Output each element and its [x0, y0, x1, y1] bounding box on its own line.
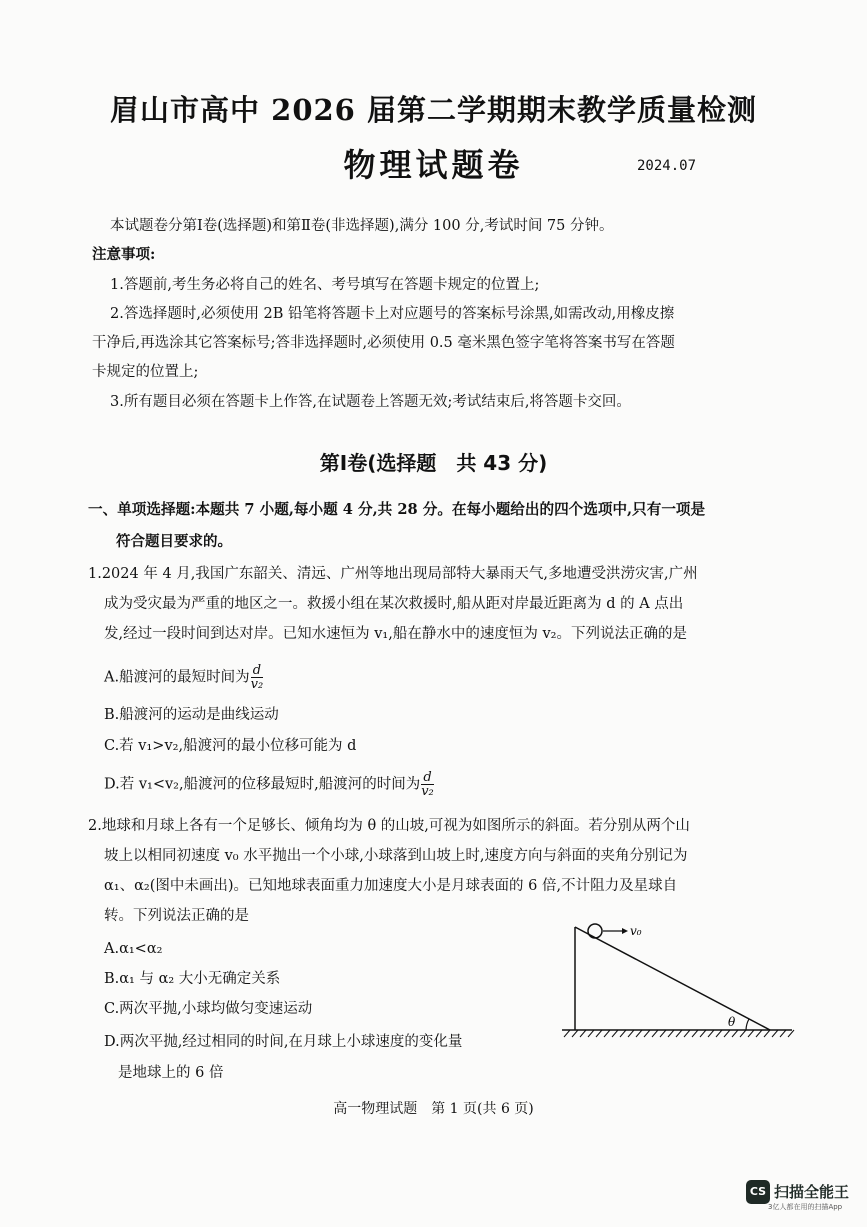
q2-option-c: C.两次平抛,小球均做匀变速运动 — [104, 1001, 313, 1017]
ground-hatch — [564, 1030, 794, 1037]
notice-item: 干净后,再选涂其它答案标号;答非选择题时,必须使用 0.5 毫米黑色签字笔将答案书写在答题 — [92, 335, 675, 351]
q2-option-b: B.α₁ 与 α₂ 大小无确定关系 — [104, 971, 281, 987]
q2-option-a: A.α₁<α₂ — [104, 941, 163, 957]
exam-date: 2024.07 — [637, 158, 697, 174]
q2-stem: 2.地球和月球上各有一个足够长、倾角均为 θ 的山坡,可视为如图所示的斜面。若分别从两个山 — [88, 818, 690, 834]
notice-item: 1.答题前,考生务必将自己的姓名、考号填写在答题卡规定的位置上; — [110, 277, 540, 293]
scanner-logo-icon: CS — [746, 1180, 770, 1204]
q2-option-d: D.两次平抛,经过相同的时间,在月球上小球速度的变化量 — [104, 1034, 463, 1050]
v0-label: v₀ — [630, 924, 642, 938]
page-footer: 高一物理试题 第 1 页(共 6 页) — [333, 1101, 534, 1117]
q1-option-a: A.船渡河的最短时间为 $\frac{d}{\text{v₂}}$ — [104, 663, 264, 692]
notice-item: 卡规定的位置上; — [92, 364, 199, 380]
exam-title: 眉山市高中 2026 届第二学期期末教学质量检测 — [110, 93, 757, 127]
scanner-tagline: 3亿人都在用的扫描App — [768, 1203, 843, 1211]
arrow-head — [622, 928, 628, 934]
incline-slope — [575, 927, 770, 1030]
angle-arc — [746, 1019, 749, 1030]
section-heading: 第Ⅰ卷(选择题 共 43 分) — [319, 451, 548, 475]
q1-stem: 成为受灾最为严重的地区之一。救援小组在某次救援时,船从距对岸最近距离为 d 的 A 点出 — [104, 596, 684, 612]
fraction: $\frac{d}{\text{v₂}}$ — [250, 663, 264, 692]
scanner-name: 扫描全能王 — [774, 1183, 850, 1201]
q2-stem: 转。下列说法正确的是 — [104, 908, 249, 924]
part-instruction-cont: 符合题目要求的。 — [116, 533, 232, 550]
notice-item: 3.所有题目必须在答题卡上作答,在试题卷上答题无效;考试结束后,将答题卡交回。 — [110, 394, 631, 410]
notice-item: 2.答选择题时,必须使用 2B 铅笔将答题卡上对应题号的答案标号涂黑,如需改动,用橡皮擦 — [110, 306, 675, 322]
part-instruction: 一、单项选择题:本题共 7 小题,每小题 4 分,共 28 分。在每小题给出的四个选项中,只有一项是 — [88, 501, 706, 518]
q1-stem: 1.2024 年 4 月,我国广东韶关、清远、广州等地出现局部特大暴雨天气,多地遭受洪涝灾害,广州 — [88, 566, 698, 582]
scanner-watermark — [746, 1180, 856, 1210]
exam-subtitle: 物理试题卷 — [343, 146, 524, 184]
q2-stem: α₁、α₂(图中未画出)。已知地球表面重力加速度大小是月球表面的 6 倍,不计阻力及星球自 — [104, 878, 678, 894]
q1-option-d: D.若 v₁<v₂,船渡河的位移最短时,船渡河的时间为 $\frac{d}{\text{v₂}}$ — [104, 770, 434, 799]
theta-label: θ — [728, 1015, 736, 1029]
ball — [588, 924, 602, 938]
q1-option-c: C.若 v₁>v₂,船渡河的最小位移可能为 d — [104, 738, 357, 754]
q1-stem: 发,经过一段时间到达对岸。已知水速恒为 v₁,船在静水中的速度恒为 v₂。下列说法正确的是 — [104, 626, 687, 642]
intro-text: 本试题卷分第Ⅰ卷(选择题)和第Ⅱ卷(非选择题),满分 100 分,考试时间 75 分钟。 — [110, 218, 614, 234]
q2-option-d-cont: 是地球上的 6 倍 — [118, 1065, 224, 1081]
q1-option-b: B.船渡河的运动是曲线运动 — [104, 707, 279, 723]
fraction: $\frac{d}{\text{v₂}}$ — [421, 770, 434, 799]
incline-figure — [560, 915, 796, 1045]
q2-stem: 坡上以相同初速度 v₀ 水平抛出一个小球,小球落到山坡上时,速度方向与斜面的夹角分别记为 — [104, 848, 688, 864]
notice-label: 注意事项: — [92, 246, 156, 263]
